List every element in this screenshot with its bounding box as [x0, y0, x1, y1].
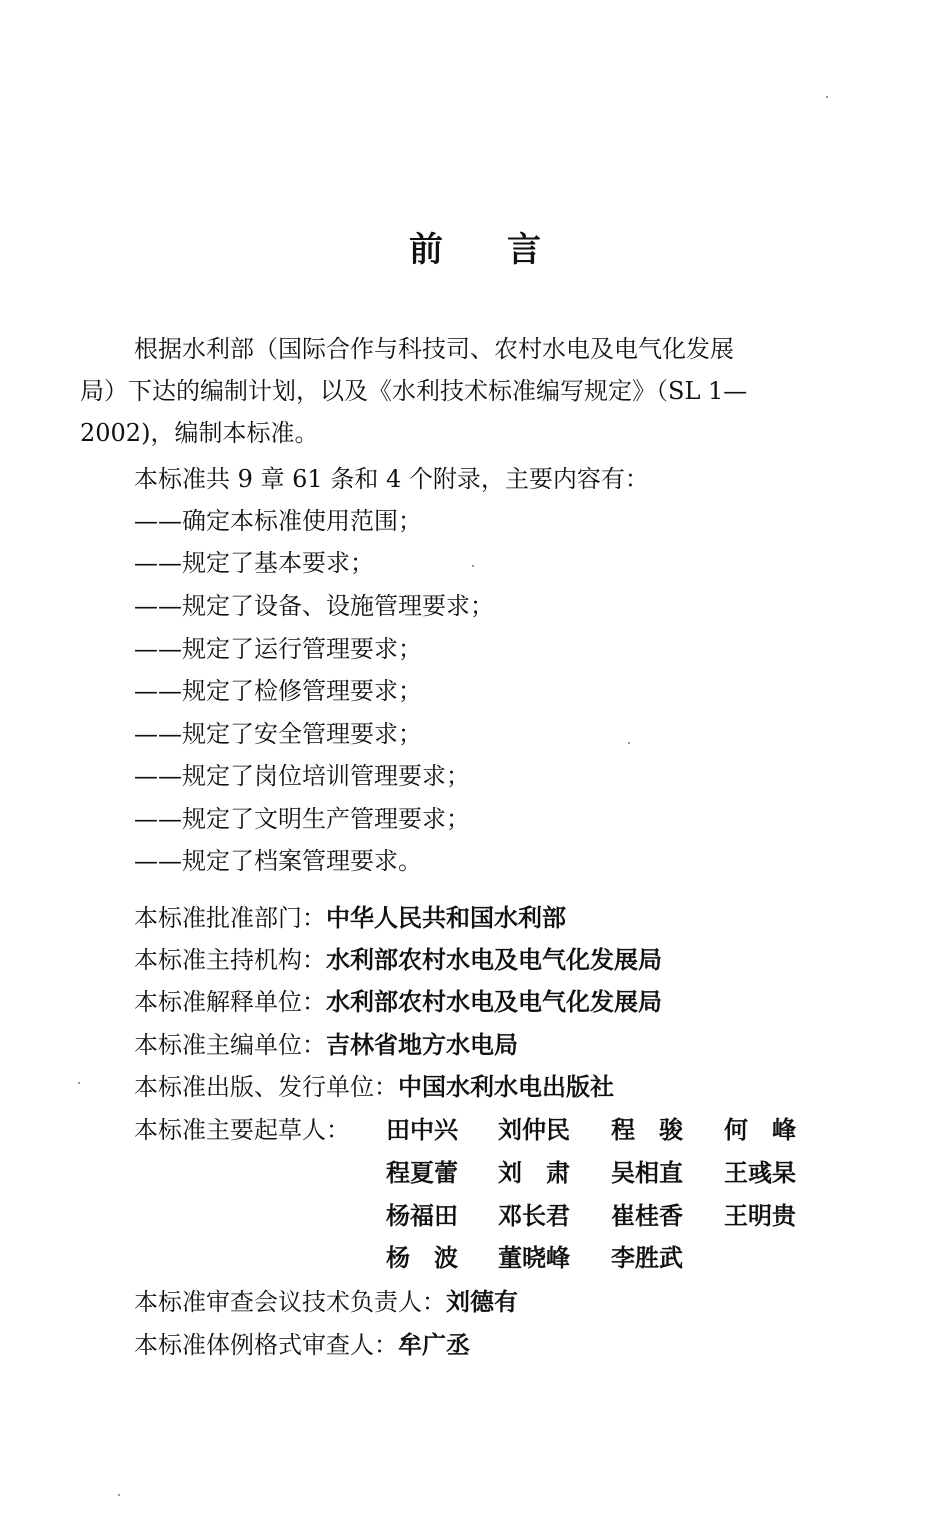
host-label: 本标准主持机构： [134, 946, 326, 974]
list-item: ——规定了安全管理要求； [134, 720, 422, 748]
drafter-name: 程 骏 [611, 1116, 683, 1144]
drafter-name: 程夏蕾 [386, 1159, 458, 1187]
drafters-label: 本标准主要起草人： [134, 1116, 350, 1144]
drafter-name: 何 峰 [724, 1116, 796, 1144]
approve-label: 本标准批准部门： [134, 904, 326, 932]
drafter-name: 田中兴 [386, 1116, 458, 1144]
publisher-row [134, 1066, 614, 1108]
drafter-name: 董晓峰 [498, 1244, 570, 1272]
drafter-name: 刘仲民 [498, 1116, 570, 1144]
review-tech-label: 本标准审查会议技术负责人： [134, 1288, 446, 1316]
title-char-1: 前 [409, 230, 443, 270]
drafter-name: 刘 肃 [498, 1159, 570, 1187]
title-char-2: 言 [507, 230, 541, 270]
publisher-label: 本标准出版、发行单位： [134, 1073, 398, 1101]
drafter-name: 王明贵 [724, 1202, 796, 1230]
review-format-value: 牟广丞 [398, 1331, 470, 1359]
editor-row [134, 1024, 518, 1066]
scan-speck [826, 96, 828, 98]
drafter-name: 王彧杲 [724, 1159, 796, 1187]
drafter-name: 吴相直 [611, 1159, 683, 1187]
interpret-value: 水利部农村水电及电气化发展局 [326, 988, 662, 1016]
intro-line-1: 根据水利部（国际合作与科技司、农村水电及电气化发展 [134, 335, 734, 363]
drafter-name: 邓长君 [498, 1202, 570, 1230]
interpret-label: 本标准解释单位： [134, 988, 326, 1016]
list-item: ——规定了运行管理要求； [134, 635, 422, 663]
scan-speck [118, 1494, 120, 1496]
drafter-name: 杨福田 [386, 1202, 458, 1230]
approve-row [134, 897, 566, 939]
review-tech-row [134, 1281, 518, 1323]
review-tech-value: 刘德有 [446, 1288, 518, 1316]
host-row [134, 939, 662, 981]
interpret-row [134, 981, 662, 1023]
editor-value: 吉林省地方水电局 [326, 1031, 518, 1059]
list-item: ——规定了文明生产管理要求； [134, 805, 470, 833]
list-item: ——规定了岗位培训管理要求； [134, 762, 470, 790]
editor-label: 本标准主编单位： [134, 1031, 326, 1059]
list-item: ——规定了设备、设施管理要求； [134, 592, 494, 620]
scan-speck [78, 1082, 80, 1084]
drafter-name: 李胜武 [611, 1244, 683, 1272]
list-item: ——规定了检修管理要求； [134, 677, 422, 705]
host-value: 水利部农村水电及电气化发展局 [326, 946, 662, 974]
publisher-value: 中国水利水电出版社 [398, 1073, 614, 1101]
review-format-row [134, 1324, 470, 1366]
review-format-label: 本标准体例格式审查人： [134, 1331, 398, 1359]
summary-line: 本标准共 9 章 61 条和 4 个附录，主要内容有： [134, 465, 649, 493]
list-item: ——确定本标准使用范围； [134, 507, 422, 535]
scan-speck [472, 565, 474, 567]
page-title [0, 222, 950, 271]
list-item: ——规定了档案管理要求。 [134, 847, 422, 875]
scan-speck [628, 742, 630, 744]
intro-line-3: 2002)，编制本标准。 [80, 419, 319, 447]
drafter-name: 崔桂香 [611, 1202, 683, 1230]
list-item: ——规定了基本要求； [134, 549, 374, 577]
drafter-name: 杨 波 [386, 1244, 458, 1272]
approve-value: 中华人民共和国水利部 [326, 904, 566, 932]
intro-line-2: 局）下达的编制计划，以及《水利技术标准编写规定》（SL 1— [80, 377, 748, 405]
